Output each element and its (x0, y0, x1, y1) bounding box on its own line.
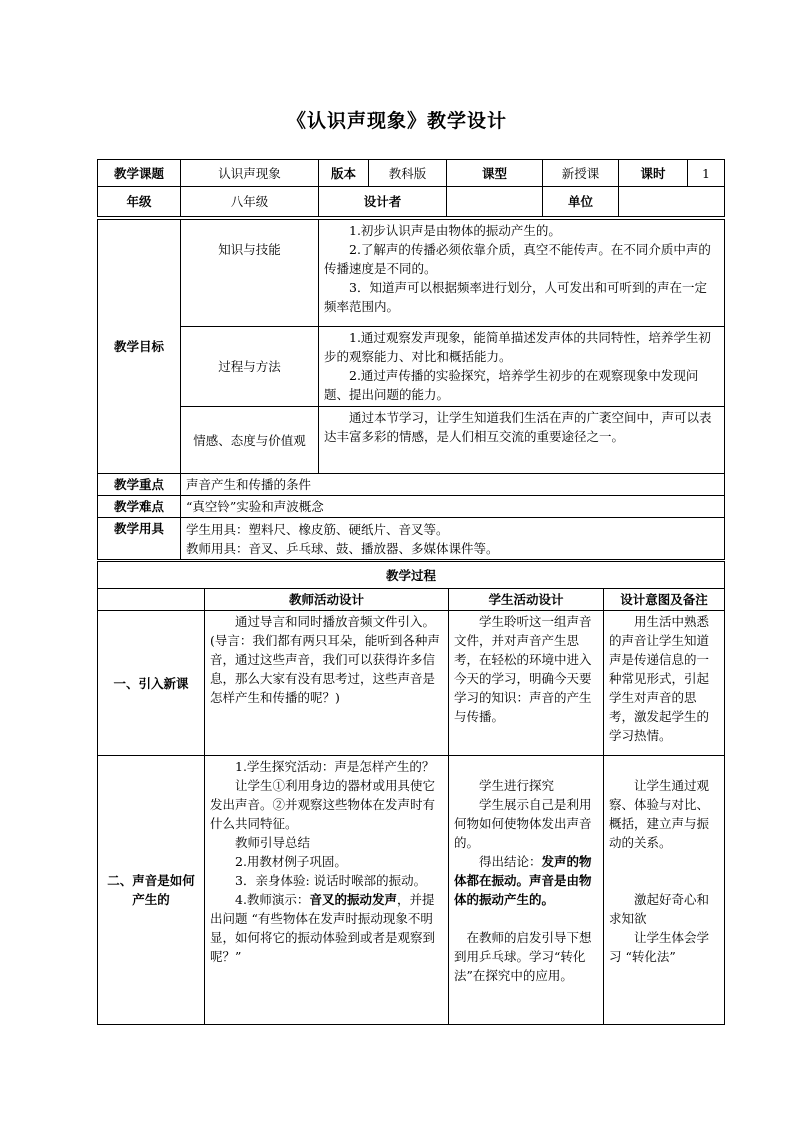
step1-intent: 用生活中熟悉的声音让学生知道声是传递信息的一种常见形式，引起学生对声音的思考，激发起学生的学习热情。 (609, 614, 710, 743)
step1-teacher: 通过导言和同时播放音频文件引入。(导言：我们都有两只耳朵，能听到各种声音，通过这些声音，我们可以获得许多信息，那么大家有没有思考过，这些声音是怎样产生和传播的呢？) (210, 614, 440, 705)
goal-emotion-text: 通过本节学习，让学生知道我们生活在声的广袤空间中，声可以表达丰富多彩的情感，是人们相互交流的重要途径之一。 (324, 410, 712, 444)
demo-prefix: 4.教师演示： (235, 892, 310, 907)
goal-emotion-name: 情感、态度与价值观 (181, 407, 319, 474)
process-title: 教学过程 (98, 562, 725, 589)
step2-teacher-line: 让学生①利用身边的器材或用具使它发出声音。②并观察这些物体在发声时有什么共同特征。 (210, 778, 436, 831)
goal-knowledge-item: 3．知道声可以根据频率进行划分，人可发出和可听到的声在一定频率范围内。 (324, 280, 707, 314)
label-goals: 教学目标 (98, 220, 181, 474)
step2-teacher-line: 教师引导总结 (235, 835, 311, 850)
step2-student-line: 学生展示自己是利用何物如何使物体发出声音的。 (454, 797, 592, 850)
goal-knowledge-item: 2.了解声的传播必须依靠介质，真空不能传声。在不同介质中声的传播速度是不同的。 (324, 242, 711, 276)
label-grade: 年级 (98, 187, 181, 217)
demo-question: ，并提出问题 “有些物体在发声时振动现象不明显，如何将它的振动体验到或者是观察到呢？” (210, 892, 436, 964)
goals-table (97, 219, 725, 560)
goal-knowledge-item: 1.初步认识声是由物体的振动产生的。 (349, 223, 561, 238)
label-designer: 设计者 (319, 187, 447, 217)
step2-intent-line: 激起好奇心和求知欲 (609, 892, 710, 926)
tools-teacher: 教师用具：音叉、乒乓球、鼓、播放器、多媒体课件等。 (186, 540, 499, 556)
value-key: 声音产生和传播的条件 (181, 474, 725, 496)
col-intent: 设计意图及备注 (604, 589, 725, 611)
process-table (97, 561, 725, 1025)
tools-student: 学生用具：塑料尺、橡皮筋、硬纸片、音叉等。 (186, 521, 449, 537)
label-difficulty: 教学难点 (98, 496, 181, 518)
value-type: 新授课 (543, 160, 619, 187)
value-grade: 八年级 (181, 187, 319, 217)
col-teacher: 教师活动设计 (205, 589, 449, 611)
label-key: 教学重点 (98, 474, 181, 496)
step2-student-line: 学生进行探究 (479, 778, 555, 793)
page-title: 《认识声现象》教学设计 (286, 110, 507, 132)
label-type: 课型 (447, 160, 543, 187)
step2-label: 二、声音是如何产生的 (98, 756, 205, 1025)
value-course: 认识声现象 (181, 160, 319, 187)
step2-teacher-line (210, 890, 443, 966)
label-tools: 教学用具 (98, 518, 181, 560)
label-hours: 课时 (619, 160, 688, 187)
value-unit (619, 187, 725, 217)
step2-intent-line: 让学生通过观察、体验与对比、概括，建立声与振动的关系。 (609, 778, 710, 850)
goal-process-name: 过程与方法 (181, 327, 319, 407)
step2-teacher-line: 3．亲身体验: 说话时喉部的振动。 (235, 873, 427, 888)
process-corner (98, 589, 205, 611)
label-course: 教学课题 (98, 160, 181, 187)
goal-process-item: 1.通过观察发声现象，能简单描述发声体的共同特性，培养学生初步的观察能力、对比和概括能力。 (324, 330, 711, 364)
step2-teacher-line: 2.用教材例子巩固。 (235, 854, 347, 869)
label-unit: 单位 (543, 187, 619, 217)
label-version: 版本 (319, 160, 369, 187)
step2-intent-line: 让学生体会学习 “转化法” (609, 930, 710, 964)
step1-student: 学生聆听这一组声音文件，并对声音产生思考，在轻松的环境中进入今天的学习，明确今天要学习的知识：声音的产生与传播。 (454, 614, 592, 724)
info-table (97, 159, 725, 217)
col-student: 学生活动设计 (449, 589, 604, 611)
demo-emphasis: 音叉的振动发声 (309, 892, 397, 907)
conclusion-text: 发声的物体都在振动。声音是由物体的振动产生的。 (454, 854, 592, 907)
step1-label: 一、引入新课 (98, 611, 205, 756)
step2-teacher-line: 1.学生探究活动：声是怎样产生的？ (235, 759, 435, 774)
conclusion-prefix: 得出结论： (479, 854, 542, 869)
value-hours: 1 (688, 160, 725, 187)
value-designer (447, 187, 543, 217)
step2-student-line: 在教师的启发引导下想到用乒乓球。学习“转化法”在探究中的应用。 (454, 930, 592, 983)
value-difficulty: “真空铃”实验和声波概念 (181, 496, 725, 518)
goal-knowledge-name: 知识与技能 (181, 220, 319, 327)
value-version: 教科版 (369, 160, 447, 187)
step2-student-line (454, 852, 598, 909)
goal-process-item: 2.通过声传播的实验探究，培养学生初步的在观察现象中发现问题、提出问题的能力。 (324, 368, 699, 402)
